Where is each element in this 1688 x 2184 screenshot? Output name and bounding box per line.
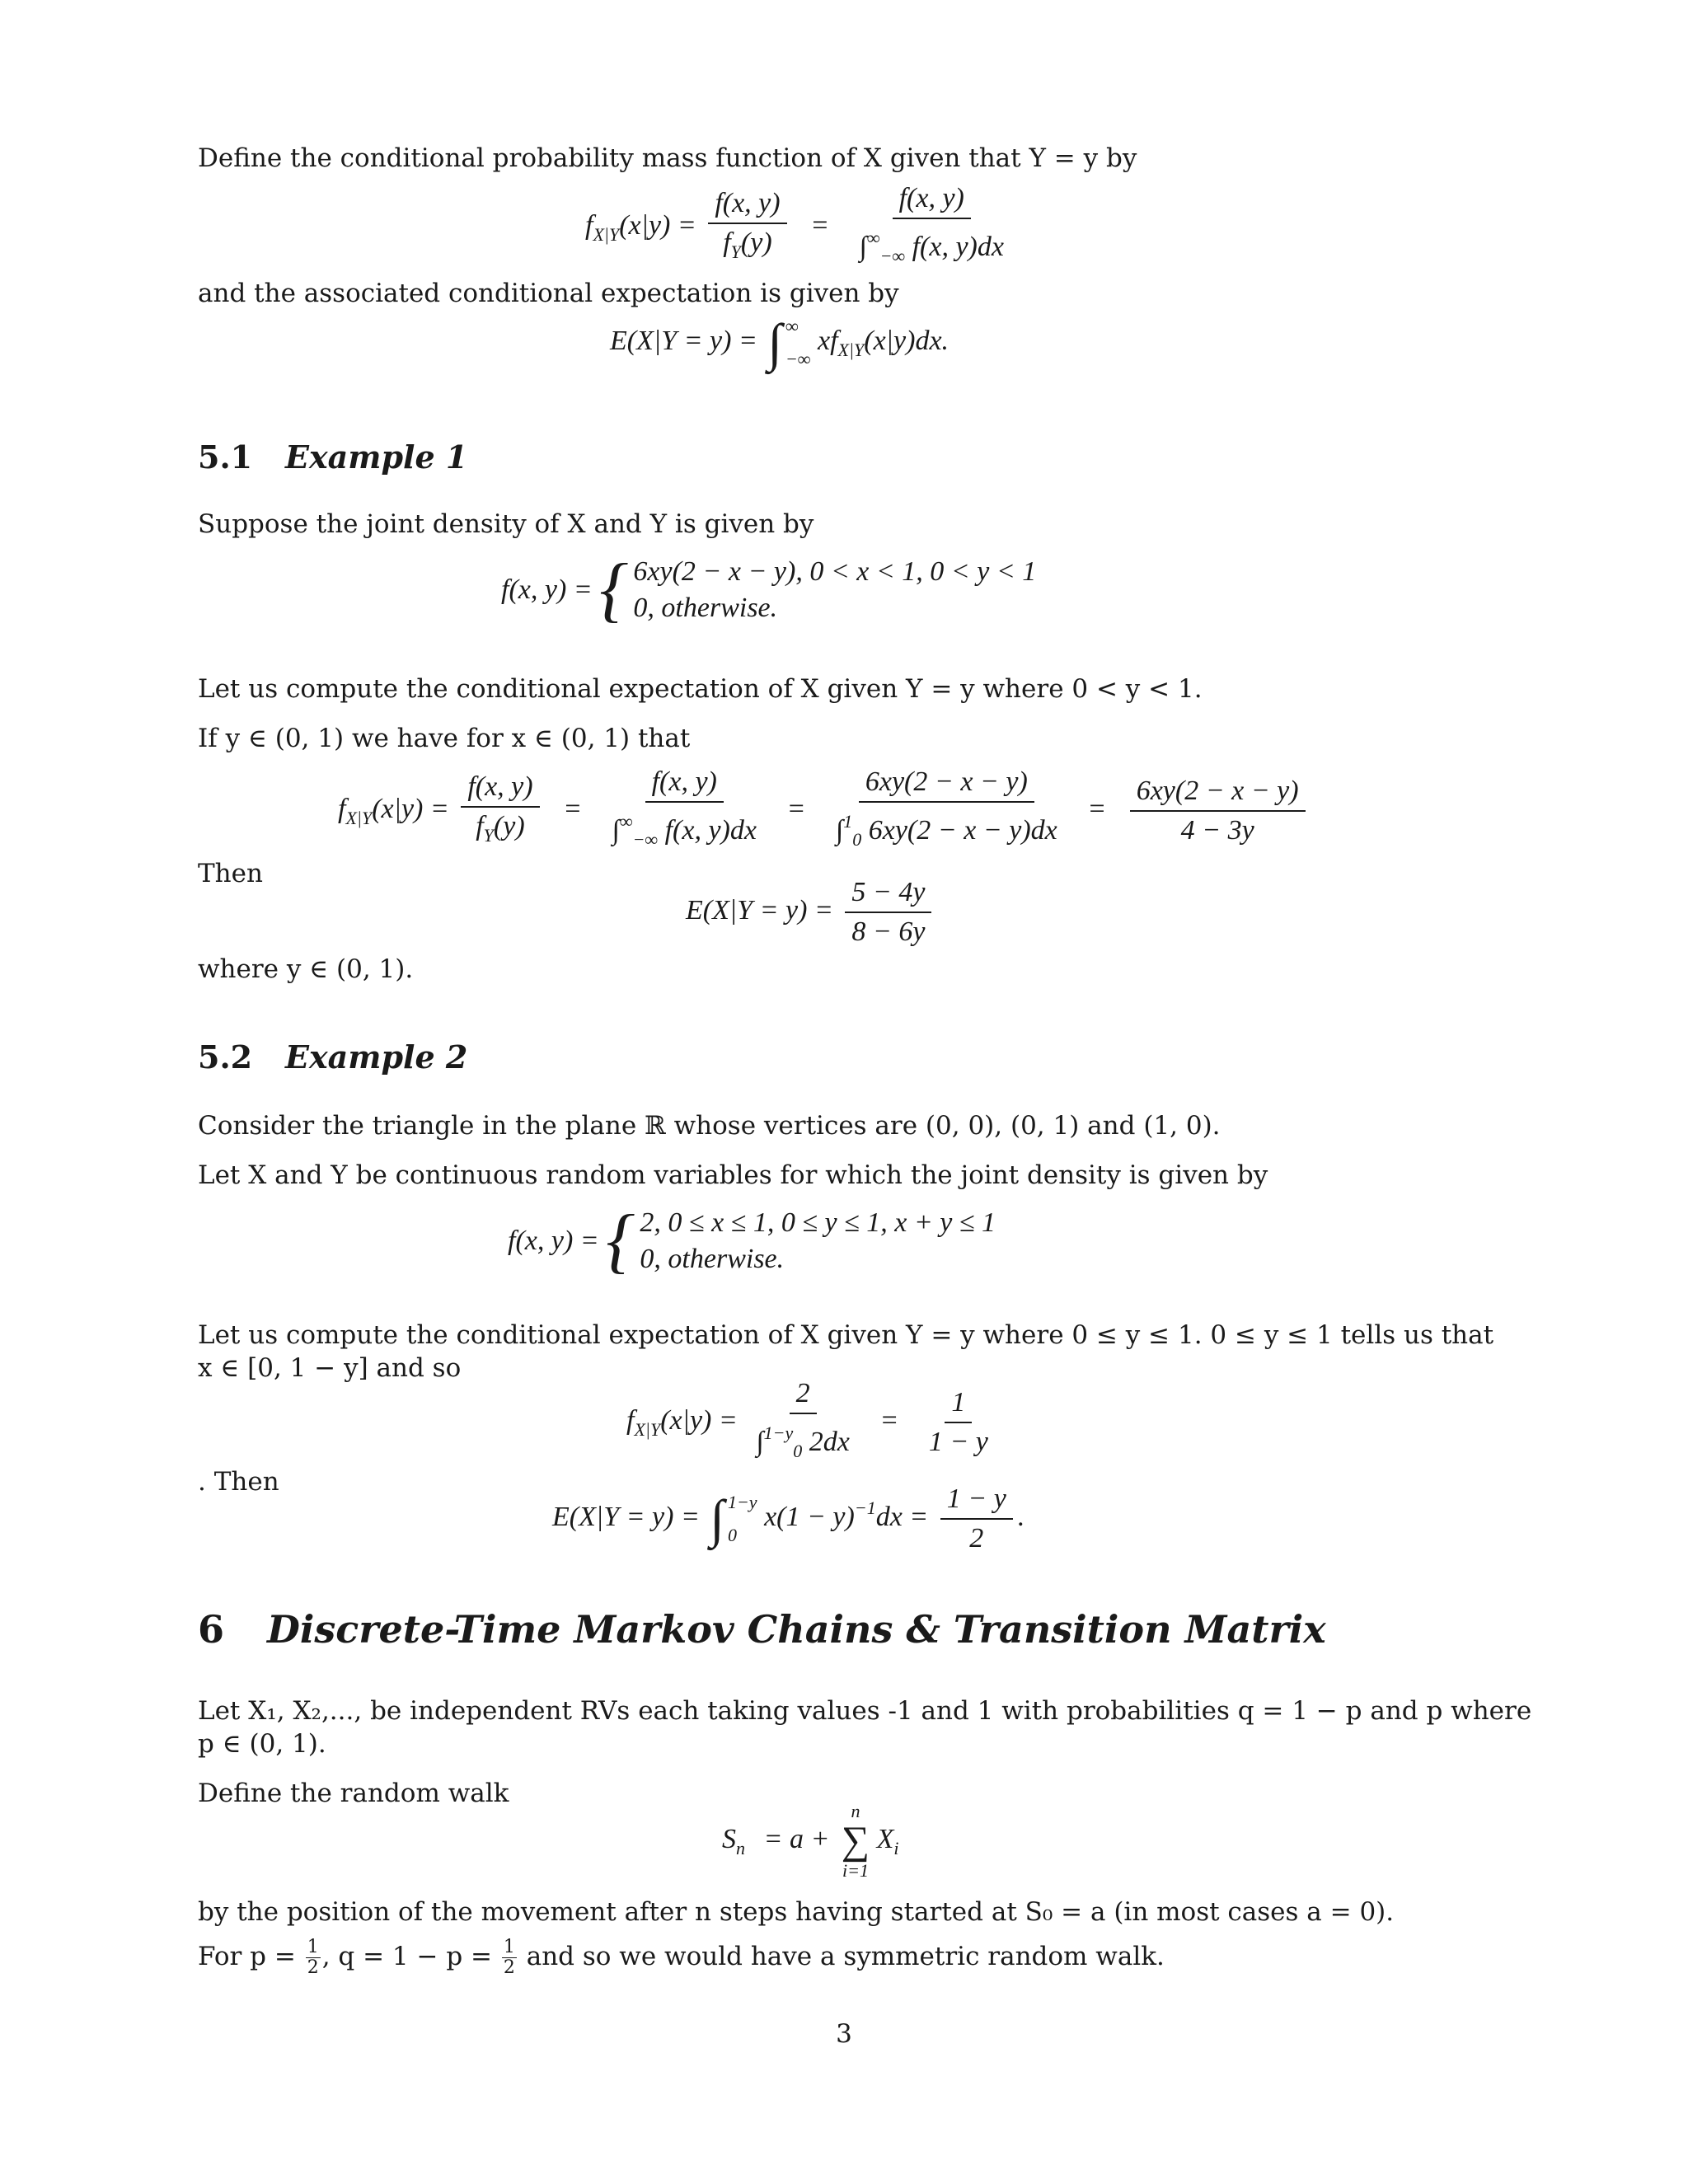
joint-density-cases: f(x, y) = { 6xy(2 − x − y), 0 < x < 1, 0 < y < 1 0, otherwise. xyxy=(501,550,1037,630)
sec6-para-1b: p ∈ (0, 1). xyxy=(198,1729,326,1759)
sec6-para-2: Define the random walk xyxy=(198,1779,509,1808)
sec51-where: where y ∈ (0, 1). xyxy=(198,954,414,984)
section-heading-5-2: 5.2 Example 2 xyxy=(198,1038,468,1076)
sec51-then: Then xyxy=(198,859,263,888)
conditional-expectation-equation: E(X|Y = y) = ∫ ∞ −∞ $xf_{X|Y}(x|y)dx$. xyxy=(610,313,950,372)
sec52-para-1: Consider the triangle in the plane ℝ whose vertices are (0, 0), (0, 1) and (1, 0). xyxy=(198,1111,1221,1141)
sec6-para-4: For p = $\frac{1}{2}$ , q = 1 − p = $\frac{1}{2}$ and so we would have a symmetric random walk. xyxy=(198,1937,1165,1978)
sec51-para-1: Suppose the joint density of X and Y is given by xyxy=(198,509,814,539)
sec51-para-3: If y ∈ (0, 1) we have for x ∈ (0, 1) that xyxy=(198,724,691,753)
sec52-para-2: Let X and Y be continuous random variables for which the joint density is given by xyxy=(198,1160,1268,1190)
expectation-result-2: E(X|Y = y) = ∫ 1−y 0 $x(1 - y)^{-1}dx$ = $\frac{1 - y}{2}$ . xyxy=(552,1483,1025,1554)
section-heading-6: 6 Discrete-Time Markov Chains & Transition Matrix xyxy=(198,1607,1326,1652)
section-heading-5-1: 5.1 Example 1 xyxy=(198,438,468,476)
sec6-para-1a: Let X₁, X₂,..., be independent RVs each taking values -1 and 1 with probabilities q = 1 − p and p where xyxy=(198,1696,1532,1726)
intro-line-2: and the associated conditional expectation is given by xyxy=(198,279,899,308)
sec52-para-3a: Let us compute the conditional expectation of X given Y = y where 0 ≤ y ≤ 1. 0 ≤ y ≤ 1 tells us that xyxy=(198,1320,1494,1350)
page-number: 3 xyxy=(836,2019,852,2049)
sec51-para-2: Let us compute the conditional expectation of X given Y = y where 0 < y < 1. xyxy=(198,674,1203,704)
sec6-para-3: by the position of the movement after n steps having started at S₀ = a (in most cases a = 0). xyxy=(198,1897,1395,1927)
sec52-para-3b: x ∈ [0, 1 − y] and so xyxy=(198,1353,462,1383)
fraction: $\frac{f(x, y)}{\int^\infty_{-\infty} f(x, y)dx}$ xyxy=(859,183,1004,266)
sec52-then: . Then xyxy=(198,1467,279,1497)
expectation-result-1: E(X|Y = y) = $\frac{5 - 4y}{8 - 6y}$ xyxy=(686,877,936,948)
intro-line-1: Define the conditional probability mass function of X given that Y = y by xyxy=(198,143,1137,173)
triangle-density-cases: f(x, y) = { 2, 0 ≤ x ≤ 1, 0 ≤ y ≤ 1, x + y ≤ 1 0, otherwise. xyxy=(508,1201,996,1281)
conditional-density-triangle: $f_{X|Y}(x|y)$ = $\frac{2}{\int^{1-y}_0 2dx}$ = $\frac{1}{1 - y}$ xyxy=(626,1378,988,1461)
random-walk-equation: $S_n = a$ + n ∑ i=1 $X_i$ xyxy=(722,1801,899,1881)
conditional-pmf-equation: $f_{X|Y}(x|y)$ = $\frac{f(x, y)}{f_Y(y)}$ = $\frac{f(x, y)}{\int^\infty_{-\infty} f(x, y)dx}$ xyxy=(585,183,1015,272)
conditional-density-chain: $f_{X|Y}(x|y)$ = $\frac{f(x, y)}{f_Y(y)}$ = $\frac{f(x, y)}{\int^\infty_{-\infty} f(x, y)dx}$ = $\frac{6xy(2 - x - y)}{\int^1_0 6xy(2 - x - y)dx}$ = $\frac{6xy(2 - x - y)}{4 - 3y}$ xyxy=(338,766,1311,855)
fraction: $\frac{f(x, y)}{f_Y(y)}$ xyxy=(708,188,786,268)
